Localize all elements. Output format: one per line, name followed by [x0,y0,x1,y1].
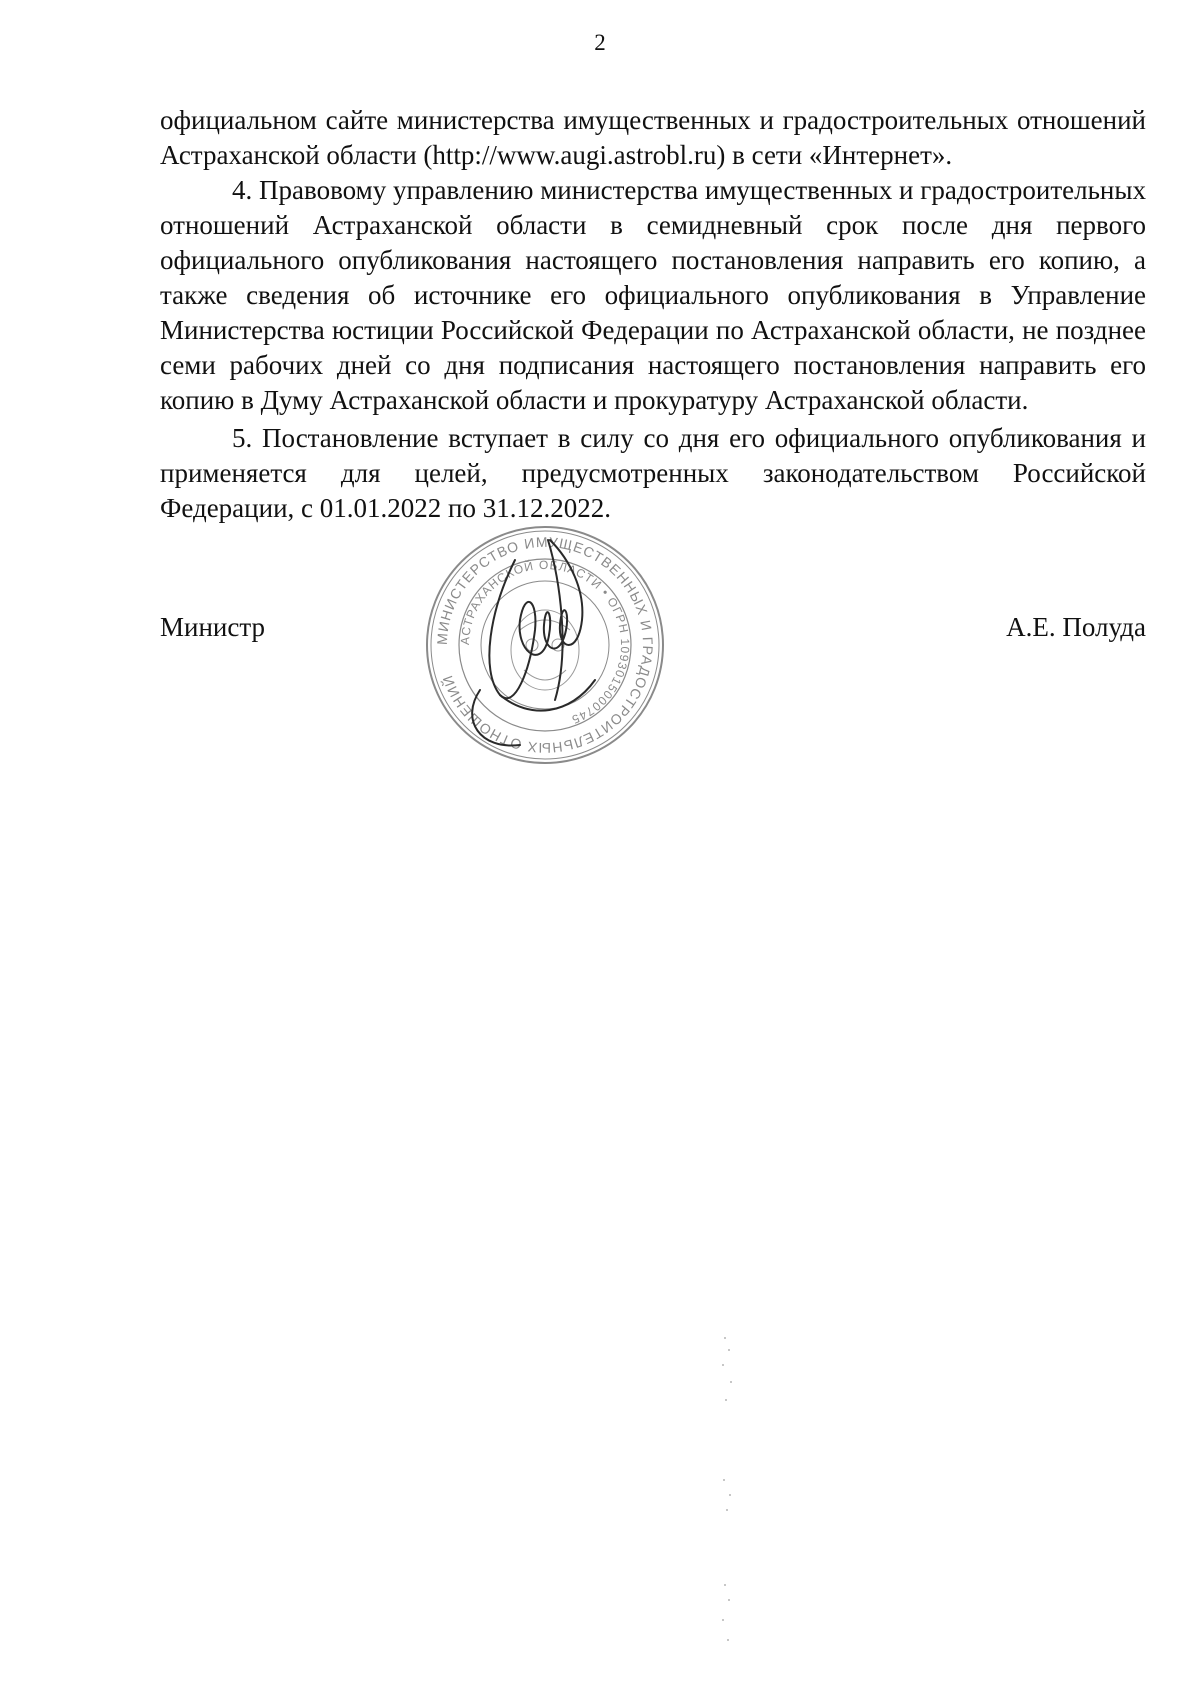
paragraph-continuation: официальном сайте министерства имущественных и градостроительных отношений Астраханской области (http://www.augi.astrobl.ru) в сети «Интернет». [160,105,1146,170]
document-body [160,103,1146,526]
scan-artifact-dots [715,1330,745,1660]
signer-name: А.Е. Полуда [1006,612,1146,642]
official-seal-stamp [420,520,670,770]
signer-position: Министр [160,612,265,642]
seal-outer-text: МИНИСТЕРСТВО ИМУЩЕСТВЕННЫХ И ГРАДОСТРОИТЕЛЬНЫХ ОТНОШЕНИЙ [433,533,657,757]
seal-inner-text: АСТРАХАНСКОЙ ОБЛАСТИ • ОГРН 1093015000745 [457,557,633,727]
page-number: 2 [594,30,606,55]
paragraph-item-5: 5. Постановление вступает в силу со дня его официального опубликования и применяется для целей, предусмотренных законодательством Российской Федерации, с 01.01.2022 по 31.12.2022. [160,423,1146,523]
paragraph-item-4: 4. Правовому управлению министерства имущественных и градостроительных отношений Астраханской области в семидневный срок после дня первого официального опубликования настоящего постановления направить его копию, а также сведения об источнике его официального опубликования в Управление Министерства юстиции Российской Федерации по Астраханской области, не позднее семи рабочих дней со дня подписания настоящего постановления направить его копию в Думу Астраханской области и прокуратуру Астраханской области. [160,175,1146,415]
